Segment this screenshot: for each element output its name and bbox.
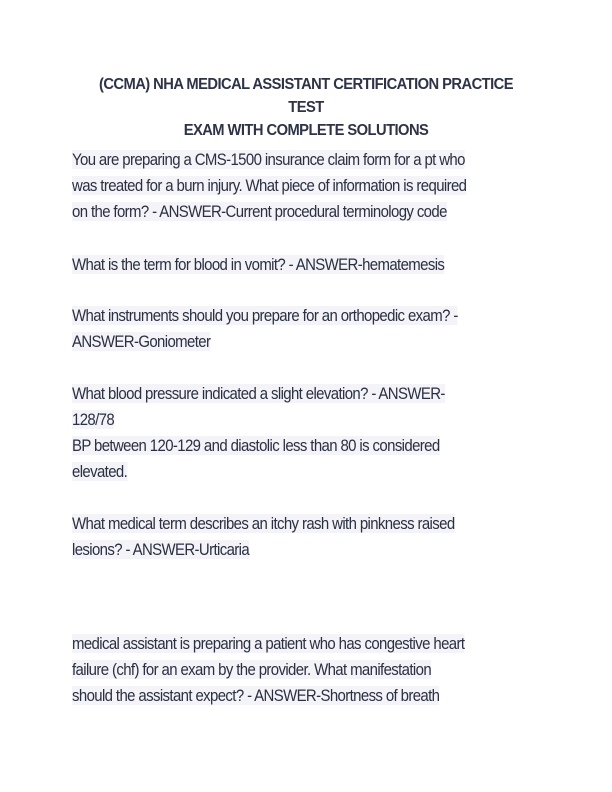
qa-line: failure (chf) for an exam by the provider. What manifestation <box>72 660 432 679</box>
qa-line: What medical term describes an itchy rash with pinkness raised <box>72 514 455 533</box>
qa-item-urticaria <box>72 511 542 563</box>
qa-item-goniometer <box>72 303 542 355</box>
qa-line: What is the term for blood in vomit? - ANSWER-hematemesis <box>72 255 445 274</box>
qa-line: What instruments should you prepare for an orthopedic exam? - <box>72 306 458 325</box>
qa-line: You are preparing a CMS-1500 insurance claim form for a pt who <box>72 150 465 169</box>
title-line: EXAM WITH COMPLETE SOLUTIONS <box>183 122 429 139</box>
document-title <box>80 73 533 142</box>
qa-item-blood-pressure <box>72 381 542 485</box>
qa-line: medical assistant is preparing a patient who has congestive heart <box>72 634 465 653</box>
qa-line: What blood pressure indicated a slight elevation? - ANSWER- <box>72 384 445 403</box>
qa-line: ANSWER-Goniometer <box>72 332 211 351</box>
qa-item-chf <box>72 631 542 709</box>
title-line: (CCMA) NHA MEDICAL ASSISTANT CERTIFICATION PRACTICE TEST <box>98 76 513 116</box>
qa-line: on the form? - ANSWER-Current procedural terminology code <box>72 202 447 221</box>
qa-line: elevated. <box>72 462 128 481</box>
qa-line: was treated for a burn injury. What piece of information is required <box>72 176 467 195</box>
qa-item-hematemesis <box>72 252 542 278</box>
qa-line: should the assistant expect? - ANSWER-Shortness of breath <box>72 686 440 705</box>
qa-item-cms1500 <box>72 147 542 225</box>
qa-line: 128/78 <box>72 410 115 429</box>
qa-line: BP between 120-129 and diastolic less than 80 is considered <box>72 436 440 455</box>
qa-line: lesions? - ANSWER-Urticaria <box>72 540 250 559</box>
